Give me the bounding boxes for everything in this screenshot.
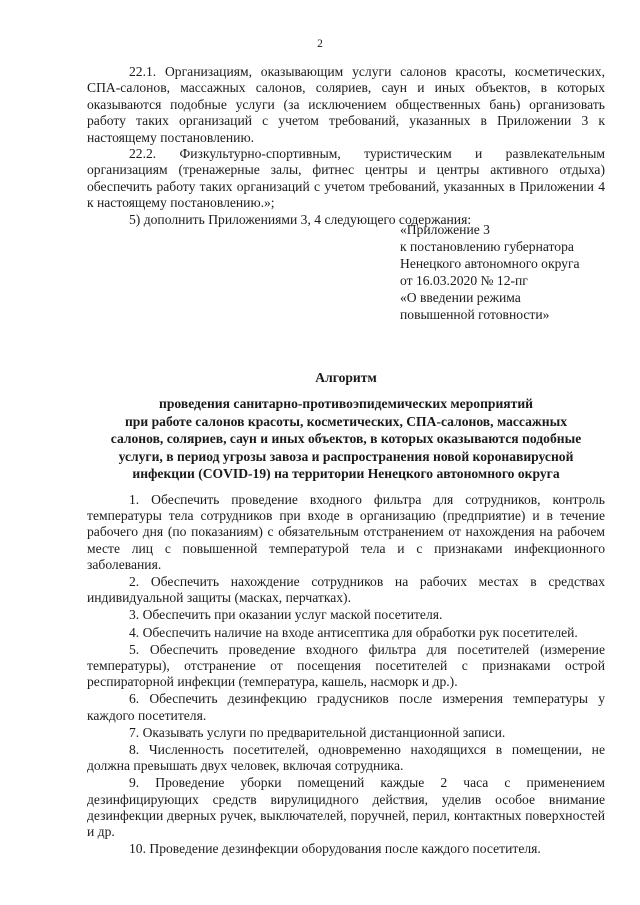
list-item: 10. Проведение дезинфекции оборудования после каждого посетителя. bbox=[129, 841, 541, 857]
list-item: 9. Проведение уборки помещений каждые 2 часа с применением дезинфицирующих средств вирулицидного действия, уделив особое внимание дезинфекции дверных ручек, выключателей, поручней, перил, контактных поверхностей и др. bbox=[87, 775, 605, 840]
measures-list bbox=[87, 492, 605, 858]
algorithm-title bbox=[87, 369, 605, 482]
list-item: 1. Обеспечить проведение входного фильтра для сотрудников, контроль температуры тела сотрудников при входе в организацию (предприятие) и в течение рабочего дня (по показаниям) с обязательным отстранением от нахождения на рабочем месте лиц с повышенной температурой тела и с признаками инфекционного заболевания. bbox=[87, 492, 605, 572]
list-item: 2. Обеспечить нахождение сотрудников на рабочих местах в средствах индивидуальной защиты (масках, перчатках). bbox=[87, 574, 605, 606]
algorithm-subtitle-line: инфекции (COVID-19) на территории Ненецкого автономного округа bbox=[132, 466, 560, 482]
list-item: 3. Обеспечить при оказании услуг маской посетителя. bbox=[129, 607, 443, 623]
appendix-ref-line: «О введении режима bbox=[400, 290, 521, 305]
appendix-ref-line: повышенной готовности» bbox=[400, 307, 550, 322]
list-item: 4. Обеспечить наличие на входе антисептика для обработки рук посетителей. bbox=[129, 624, 578, 640]
intro-paragraph-22-1: 22.1. Организациям, оказывающим услуги салонов красоты, косметических, СПА-салонов, массажных салонов, соляриев, саун и иных объектов, в которых оказываются подобные услуги (за исключением общественных бань) организовать работу таких организаций с учетом требований, указанных в Приложении 3 к настоящему постановлению. bbox=[87, 64, 605, 145]
appendix-ref-line: к постановлению губернатора bbox=[400, 239, 574, 254]
intro-section bbox=[87, 64, 605, 228]
list-item: 5. Обеспечить проведение входного фильтра для посетителей (измерение температуры), отстранение от посещения посетителей с признаками острой респираторной инфекции (температура, кашель, насморк и др.). bbox=[87, 641, 605, 690]
algorithm-subtitle-line: при работе салонов красоты, косметических, СПА-салонов, массажных bbox=[124, 413, 568, 429]
page-number: 2 bbox=[317, 38, 323, 50]
algorithm-subtitle-line: салонов, соляриев, саун и иных объектов, в которых оказываются подобные bbox=[110, 431, 582, 447]
intro-paragraph-22-2: 22.2. Физкультурно-спортивным, туристическим и развлекательным организациям (тренажерные залы, фитнес центры и центры активного отдыха) обеспечить работу таких организаций с учетом требований, указанных в Приложении 4 к настоящему постановлению.»; bbox=[87, 146, 605, 211]
algorithm-subtitle-line: проведения санитарно-противоэпидемических мероприятий bbox=[159, 396, 533, 412]
appendix-ref-line: «Приложение 3 bbox=[400, 222, 490, 237]
list-item: 6. Обеспечить дезинфекцию градусников после измерения температуры у каждого посетителя. bbox=[87, 691, 605, 723]
algorithm-heading: Алгоритм bbox=[315, 370, 377, 385]
appendix-reference bbox=[400, 221, 615, 323]
appendix-ref-line: Ненецкого автономного округа bbox=[400, 256, 580, 271]
list-item: 7. Оказывать услуги по предварительной дистанционной записи. bbox=[129, 724, 506, 740]
list-item: 8. Численность посетителей, одновременно находящихся в помещении, не должна превышать двух человек, включая сотрудника. bbox=[87, 742, 605, 774]
intro-paragraph-5: 5) дополнить Приложениями 3, 4 следующего содержания: bbox=[129, 211, 472, 227]
algorithm-subtitle-line: услуги, в период угрозы завоза и распространения новой коронавирусной bbox=[118, 448, 574, 464]
appendix-ref-line: от 16.03.2020 № 12-пг bbox=[400, 273, 528, 288]
